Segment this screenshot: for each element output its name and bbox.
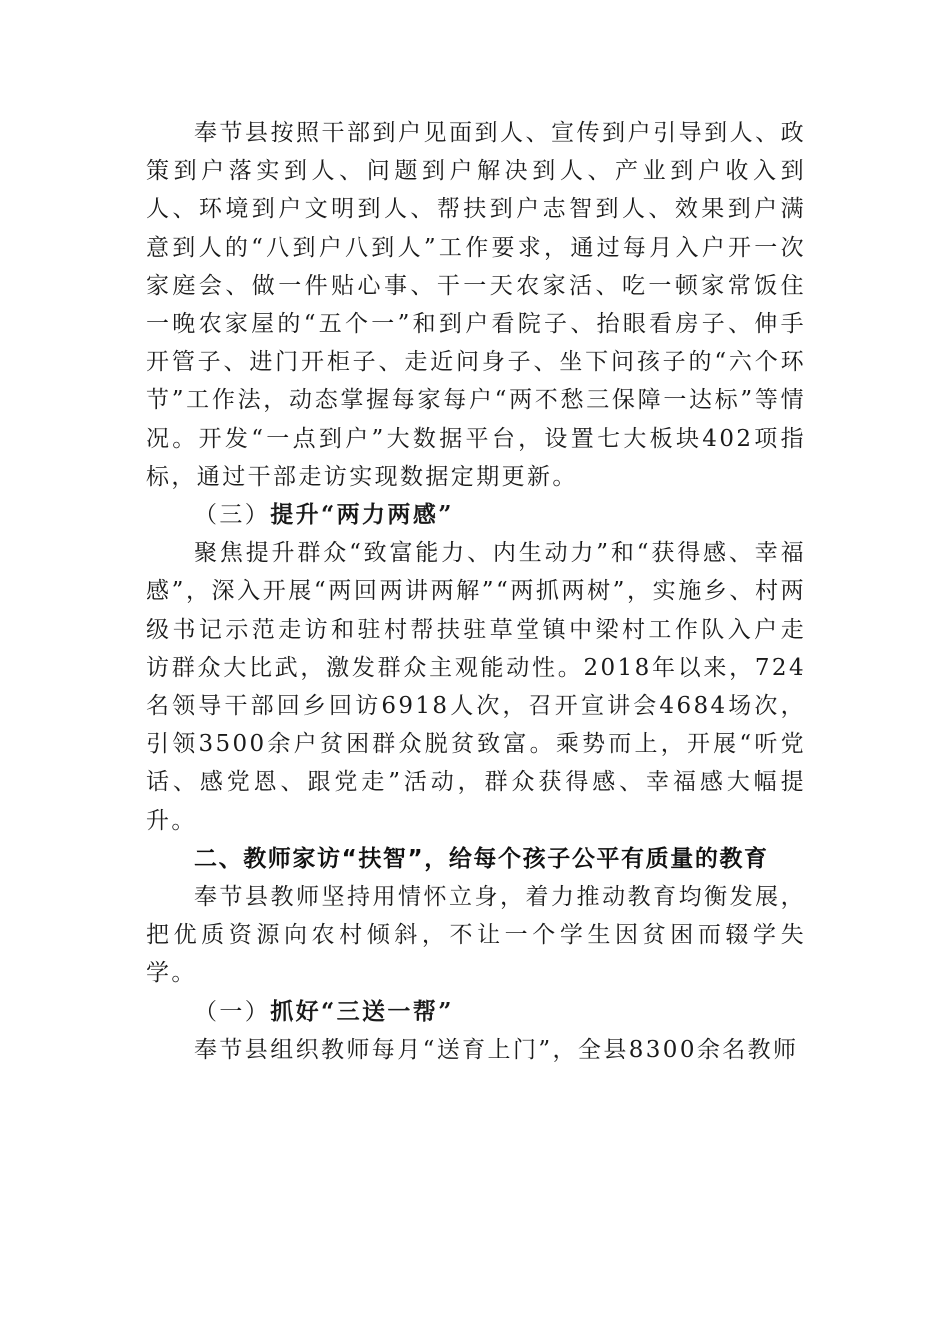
subheading-two-abilities bbox=[146, 496, 806, 534]
subheading-number: （一） bbox=[194, 998, 271, 1025]
document-body bbox=[146, 114, 806, 1069]
paragraph-eight-visits: 奉节县按照干部到户见面到人、宣传到户引导到人、政策到户落实到人、问题到户解决到人、产业到户收入到人、环境到户文明到人、帮扶到户志智到人、效果到户满意到人的“八到户八到人”工作要求，通过每月入户开一次家庭会、做一件贴心事、干一天农家活、吃一顿家常饭住一晚农家屋的“五个一”和到户看院子、抬眼看房子、伸手开管子、进门开柜子、走近问身子、坐下问孩子的“六个环节”工作法，动态掌握每家每户“两不愁三保障一达标”等情况。开发“一点到户”大数据平台，设置七大板块402项指标，通过干部走访实现数据定期更新。 bbox=[146, 120, 806, 490]
paragraph-capability: 聚焦提升群众“致富能力、内生动力”和“获得感、幸福感”，深入开展“两回两讲两解”“两抓两树”，实施乡、村两级书记示范走访和驻村帮扶驻草堂镇中梁村工作队入户走访群众大比武，激发群众主观能动性。2018年以来，724名领导干部回乡回访6918人次，召开宣讲会4684场次，引领3500余户贫困群众脱贫致富。乘势而上，开展“听党话、感党恩、跟党走”活动，群众获得感、幸福感大幅提升。 bbox=[146, 540, 806, 834]
subheading-label: 提升“两力两感” bbox=[270, 501, 454, 529]
subheading-three-sends bbox=[146, 993, 806, 1031]
subheading-label: 抓好“三送一帮” bbox=[270, 997, 454, 1025]
paragraph-send-education: 奉节县组织教师每月“送育上门”，全县8300余名教师 bbox=[194, 1036, 799, 1063]
paragraph-teachers: 奉节县教师坚持用情怀立身，着力推动教育均衡发展，把优质资源向农村倾斜，不让一个学生因贫困而辍学失学。 bbox=[146, 884, 806, 987]
subheading-number: （三） bbox=[194, 502, 271, 529]
section-heading-teacher-visits: 二、教师家访“扶智”，给每个孩子公平有质量的教育 bbox=[194, 845, 769, 872]
